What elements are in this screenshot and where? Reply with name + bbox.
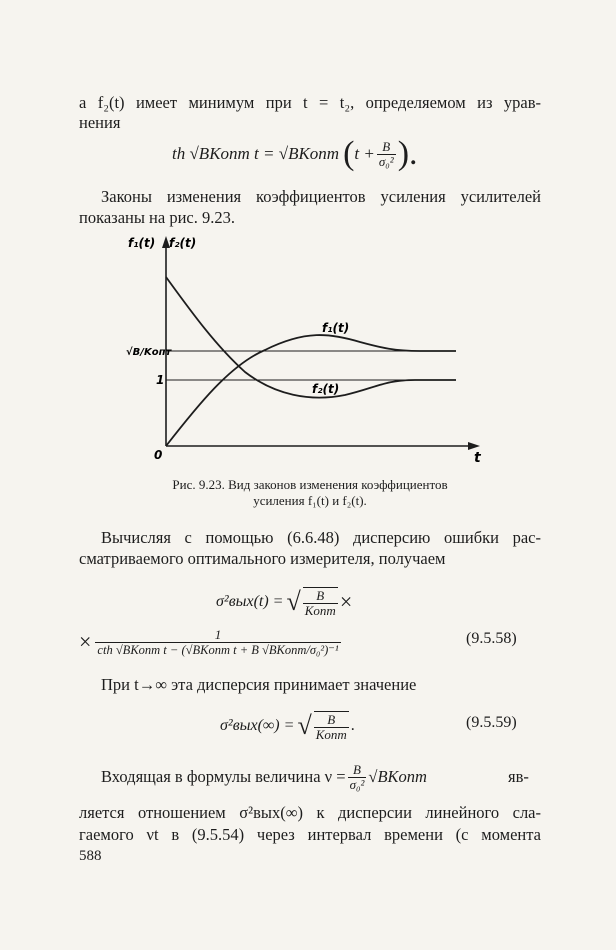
curve-f2-label: f₂(t) xyxy=(312,382,340,396)
equation-1-paren-close: ). xyxy=(397,135,418,172)
equation-1-t: t + xyxy=(354,144,375,163)
equation-2-lhs: σ²вых(t) = xyxy=(216,593,284,610)
equation-2-radical: √ xyxy=(286,587,301,616)
paragraph-5-tail: яв- xyxy=(508,767,529,786)
equation-1-fraction xyxy=(377,140,396,169)
equation-3-frac-den: Kопт xyxy=(315,726,347,742)
equation-2-number: (9.5.58) xyxy=(466,630,517,647)
equation-3 xyxy=(220,704,355,748)
tick-label-sqrt: √B/Kопт xyxy=(126,347,172,358)
paragraph-4-line-1: При t→∞ эта дисперсия принимает значение xyxy=(101,675,417,694)
paragraph-5-fraction xyxy=(348,763,367,792)
figure-caption-line-1: Рис. 9.23. Вид законов изменения коэффициентов xyxy=(172,477,448,492)
y-axis-label-2: f₂(t) xyxy=(169,236,197,250)
x-axis-label: t xyxy=(474,450,481,466)
equation-3-lhs: σ²вых(∞) = xyxy=(220,717,295,734)
equation-2-lower xyxy=(79,620,343,664)
equation-2-times: × xyxy=(339,589,353,614)
equation-3-radical: √ xyxy=(297,711,312,740)
figure-caption-line-2: усиления f₁(t) и f₂(t). xyxy=(253,493,367,508)
paragraph-3-line-1: Вычисляя с помощью (6.6.48) дисперсию ошибки рас- xyxy=(101,528,541,547)
equation-2-big-den: cth √BKопт t − (√BKопт t + B √BKопт/σ₀²)⁻¹ xyxy=(97,642,339,657)
equation-1-frac-num: B xyxy=(382,138,391,154)
paragraph-5-line-3: гаемого νt в (9.5.54) через интервал времени (с момента xyxy=(79,825,541,844)
equation-2-big-num: 1 xyxy=(214,626,222,642)
equation-2-frac-num: B xyxy=(316,587,325,603)
equation-2-frac-den: Kопт xyxy=(304,602,336,618)
equation-2-times-lead: × xyxy=(79,629,92,654)
equation-2-upper xyxy=(216,580,352,624)
equation-1 xyxy=(172,132,418,176)
paragraph-3-line-2: сматриваемого оптимального измерителя, получаем xyxy=(79,549,446,568)
y-axis-label-1: f₁(t) xyxy=(128,236,156,250)
paragraph-5-frac-num: B xyxy=(353,761,361,777)
paragraph-5-frac-den: σ₀² xyxy=(349,776,365,792)
paragraph-2-line-1: Законы изменения коэффициентов усиления усилителей xyxy=(101,187,541,206)
equation-3-frac-num: B xyxy=(327,711,336,727)
tick-label-one: 1 xyxy=(156,373,165,387)
paragraph-5-lead: Входящая в формулы величина ν = xyxy=(101,767,346,786)
page-number: 588 xyxy=(79,848,102,864)
equation-1-frac-den: σ₀² xyxy=(378,153,394,169)
curve-f1 xyxy=(166,335,456,446)
equation-2-fraction xyxy=(303,587,338,618)
paragraph-5-sqrt: √BKопт xyxy=(368,767,427,786)
paragraph-5-line-1 xyxy=(101,760,427,794)
curve-f1-label: f₁(t) xyxy=(322,321,350,335)
paragraph-5-line-2: ляется отношением σ²вых(∞) к дисперсии линейного сла- xyxy=(79,803,541,822)
x-axis-arrow xyxy=(468,442,480,450)
equation-1-paren-open: ( xyxy=(343,135,355,172)
equation-2-big-fraction xyxy=(95,628,340,657)
origin-label: 0 xyxy=(154,448,163,462)
equation-3-fraction xyxy=(314,711,349,742)
equation-1-lhs: th √BKопт t = √BKопт xyxy=(172,144,340,163)
paragraph-1-line-2: нения xyxy=(79,113,121,132)
figure-9-23 xyxy=(120,230,500,470)
paragraph-1-line-1: а f₂(t) имеет минимум при t = t₂, определяемом из урав- xyxy=(79,93,541,112)
equation-3-dot: . xyxy=(350,717,355,734)
paragraph-2-line-2: показаны на рис. 9.23. xyxy=(79,208,235,227)
equation-3-number: (9.5.59) xyxy=(466,714,517,731)
